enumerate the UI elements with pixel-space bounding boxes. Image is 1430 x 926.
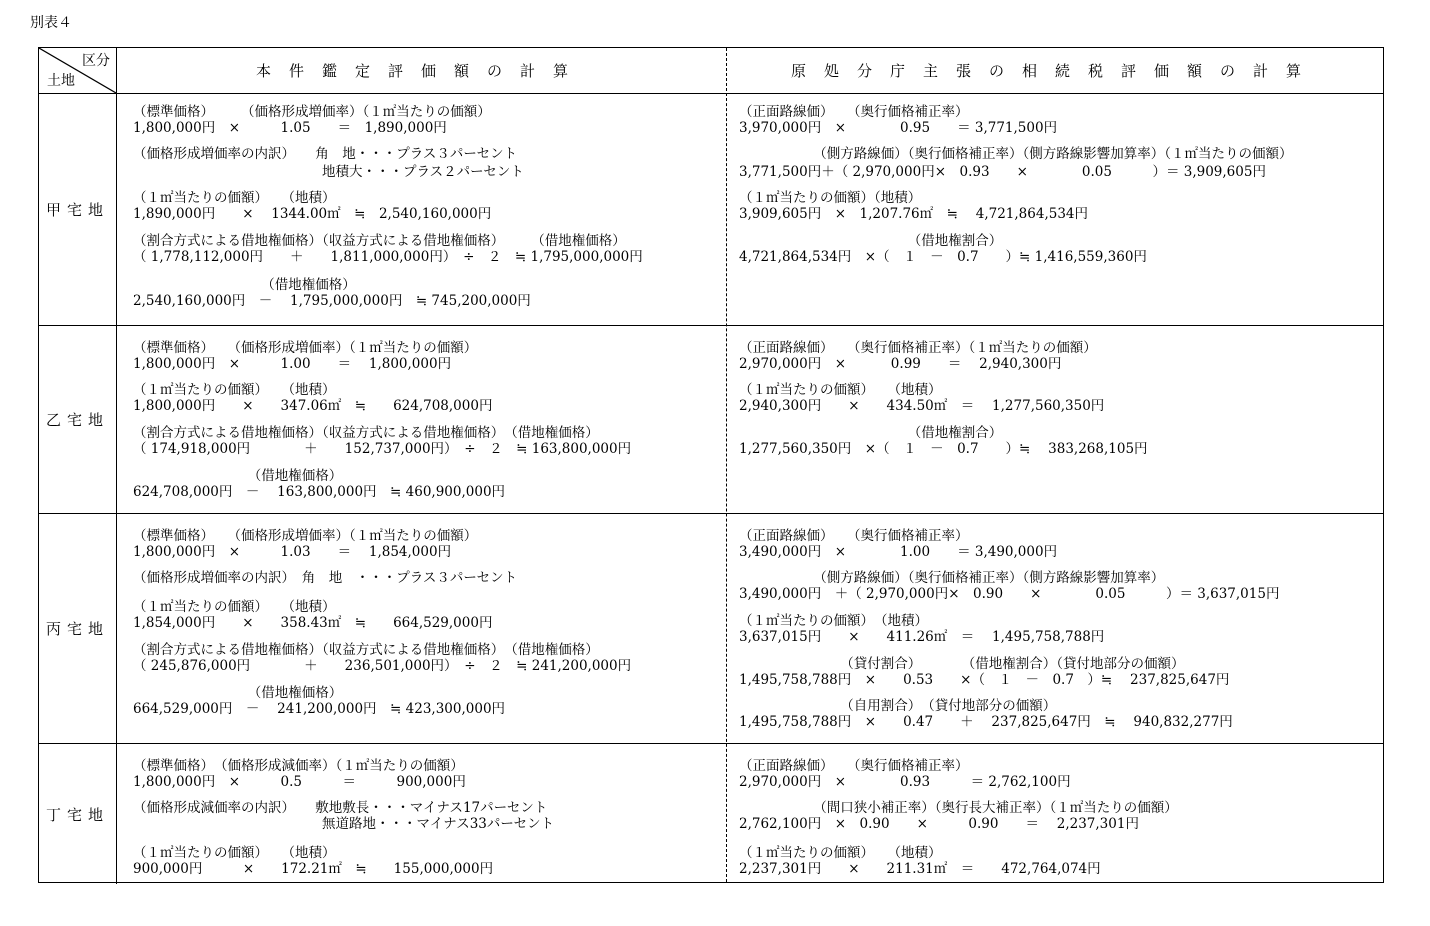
calc-line: 3,970,000円 × 0.95 ＝ 3,771,500円 (739, 120, 1058, 136)
row-label: 丁宅地 (39, 744, 117, 884)
calc-line: 4,721,864,534円 ×（ １ － 0.7 ）≒ 1,416,559,360円 (739, 249, 1147, 265)
corner-bottom-label: 土地 (47, 73, 75, 89)
calc-line: （借地権価格） (133, 685, 343, 701)
header-right: 原処分庁主張の相続税評価額の計算 (790, 62, 1319, 80)
table-row (39, 744, 1383, 884)
calc-line: 664,529,000円 － 241,200,000円 ≒ 423,300,000円 (133, 701, 506, 717)
row-label: 丙宅地 (39, 514, 117, 743)
calc-line: （１㎡当たりの価額） （地積） (133, 599, 336, 615)
calc-line: 900,000円 × 172.21㎡ ≒ 155,000,000円 (133, 861, 494, 877)
calc-line: 2,540,160,000円 － 1,795,000,000円 ≒ 745,200,000円 (133, 293, 531, 309)
tax-office-calc-cell (739, 326, 1379, 513)
calc-line: （借地権割合） (739, 233, 1003, 249)
appraisal-calc-cell (133, 326, 723, 513)
table-row (39, 326, 1383, 514)
calc-line: （ 1,778,112,000円 ＋ 1,811,000,000円） ÷ ２ ≒ 1,795,000,000円 (133, 249, 643, 265)
calc-line: 2,237,301円 × 211.31㎡ ＝ 472,764,074円 (739, 861, 1101, 877)
tax-office-calc-cell (739, 514, 1379, 743)
calc-line: （正面路線価） （奥行価格補正率） (739, 528, 969, 544)
table-caption: 別表４ (30, 15, 72, 31)
calc-line: （ 245,876,000円 ＋ 236,501,000円） ÷ ２ ≒ 241,200,000円 (133, 658, 632, 674)
table-row (39, 514, 1383, 744)
calc-line: （標準価格） （価格形成増価率）（１㎡当たりの価額） (133, 528, 478, 544)
calc-line: （自用割合） （貸付地部分の価額） (739, 698, 1057, 714)
appraisal-calc-cell (133, 93, 723, 325)
calc-line: （１㎡当たりの価額） （地積） (739, 845, 942, 861)
calc-line: 2,762,100円 × 0.90 × 0.90 ＝ 2,237,301円 (739, 816, 1139, 832)
calc-line: （割合方式による借地権価格）（収益方式による借地権価格） （借地権価格） (133, 425, 599, 441)
calc-line: （割合方式による借地権価格）（収益方式による借地権価格） （借地権価格） (133, 233, 626, 249)
calc-line: （標準価格） （価格形成増価率）（１㎡当たりの価額） (133, 104, 491, 120)
corner-top-label: 区分 (82, 53, 110, 69)
table-header (39, 48, 1383, 94)
calc-line: 3,771,500円＋（ 2,970,000円× 0.93 × 0.05 ）＝ 3,909,605円 (739, 164, 1266, 180)
calc-line: （正面路線価） （奥行価格補正率） (739, 104, 969, 120)
row-label: 乙宅地 (39, 326, 117, 513)
tax-office-calc-cell (739, 93, 1379, 325)
valuation-table (38, 47, 1384, 883)
header-left: 本件鑑定評価額の計算 (255, 62, 586, 80)
calc-line: 2,970,000円 × 0.99 ＝ 2,940,300円 (739, 356, 1062, 372)
calc-line: （正面路線価） （奥行価格補正率） (739, 758, 969, 774)
calc-line: 2,970,000円 × 0.93 ＝ 2,762,100円 (739, 774, 1071, 790)
calc-line: （借地権価格） (133, 277, 356, 293)
calc-line: （１㎡当たりの価額）（地積） (739, 190, 922, 206)
calc-line: 624,708,000円 － 163,800,000円 ≒ 460,900,000円 (133, 484, 506, 500)
calc-line: 地積大・・・プラス２パーセント (133, 164, 524, 180)
calc-line: 1,800,000円 × 347.06㎡ ≒ 624,708,000円 (133, 398, 493, 414)
calc-line: （価格形成減価率の内訳） 敷地敷長・・・マイナス17パーセント (133, 800, 548, 816)
calc-line: （側方路線価）（奥行価格補正率）（側方路線影響加算率）（１㎡当たりの価額） (739, 146, 1293, 162)
calc-line: （１㎡当たりの価額） （地積） (133, 845, 336, 861)
table-row (39, 93, 1383, 326)
calc-line: （貸付割合） （借地権割合）（貸付地部分の価額） (739, 656, 1185, 672)
calc-line: 1,800,000円 × 1.00 ＝ 1,800,000円 (133, 356, 452, 372)
corner-cell (39, 48, 117, 93)
calc-line: 3,490,000円 × 1.00 ＝ 3,490,000円 (739, 544, 1058, 560)
calc-line: （借地権価格） (133, 468, 343, 484)
calc-line: （間口狭小補正率）（奥行長大補正率）（１㎡当たりの価額） (739, 800, 1178, 816)
calc-line: （１㎡当たりの価額） （地積） (739, 613, 928, 629)
calc-line: 1,890,000円 × 1344.00㎡ ≒ 2,540,160,000円 (133, 206, 492, 222)
calc-line: （側方路線価）（奥行価格補正率）（側方路線影響加算率） (739, 570, 1165, 586)
appraisal-calc-cell (133, 514, 723, 743)
calc-line: 1,854,000円 × 358.43㎡ ≒ 664,529,000円 (133, 615, 493, 631)
calc-line: 1,495,758,788円 × 0.47 ＋ 237,825,647円 ≒ 940,832,277円 (739, 714, 1233, 730)
calc-line: 1,800,000円 × 1.03 ＝ 1,854,000円 (133, 544, 452, 560)
calc-line: （標準価格） （価格形成増価率）（１㎡当たりの価額） (133, 340, 478, 356)
calc-line: 1,800,000円 × 0.5 ＝ 900,000円 (133, 774, 466, 790)
calc-line: （１㎡当たりの価額） （地積） (739, 382, 942, 398)
calc-line: 3,490,000円 ＋（ 2,970,000円× 0.90 × 0.05 ）＝ 3,637,015円 (739, 586, 1280, 602)
calc-line: （１㎡当たりの価額） （地積） (133, 382, 336, 398)
calc-line: （ 174,918,000円 ＋ 152,737,000円） ÷ ２ ≒ 163,800,000円 (133, 441, 632, 457)
tax-office-calc-cell (739, 744, 1379, 884)
calc-line: 1,277,560,350円 ×（ １ － 0.7 ）≒ 383,268,105円 (739, 441, 1148, 457)
calc-line: 3,909,605円 × 1,207.76㎡ ≒ 4,721,864,534円 (739, 206, 1089, 222)
appraisal-calc-cell (133, 744, 723, 884)
calc-line: （標準価格） （価格形成減価率）（１㎡当たりの価額） (133, 758, 464, 774)
calc-line: （価格形成増価率の内訳） 角 地 ・・・プラス３パーセント (133, 570, 518, 586)
calc-line: （１㎡当たりの価額） （地積） (133, 190, 336, 206)
calc-line: （正面路線価） （奥行価格補正率）（１㎡当たりの価額） (739, 340, 1097, 356)
row-label: 甲宅地 (39, 93, 117, 325)
calc-line: 1,495,758,788円 × 0.53 ×（ １ － 0.7 ）≒ 237,825,647円 (739, 672, 1230, 688)
calc-line: （割合方式による借地権価格）（収益方式による借地権価格） （借地権価格） (133, 642, 599, 658)
calc-line: 3,637,015円 × 411.26㎡ ＝ 1,495,758,788円 (739, 629, 1105, 645)
calc-line: 2,940,300円 × 434.50㎡ ＝ 1,277,560,350円 (739, 398, 1105, 414)
calc-line: 無道路地・・・マイナス33パーセント (133, 816, 555, 832)
calc-line: （価格形成増価率の内訳） 角 地・・・プラス３パーセント (133, 146, 518, 162)
calc-line: 1,800,000円 × 1.05 ＝ 1,890,000円 (133, 120, 447, 136)
calc-line: （借地権割合） (739, 425, 1003, 441)
